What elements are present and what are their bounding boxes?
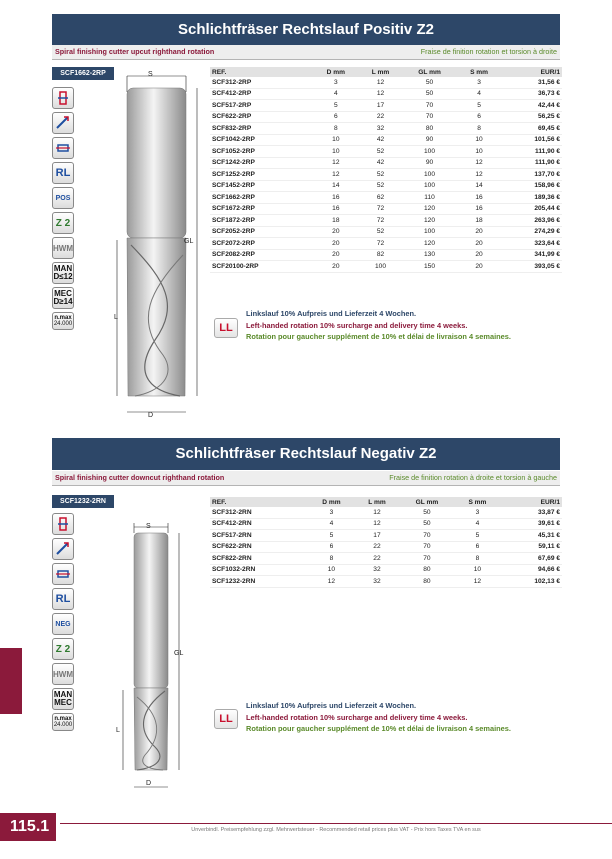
man-label: MAN bbox=[53, 690, 73, 699]
table-cell: 12 bbox=[313, 157, 359, 169]
table-cell: 12 bbox=[308, 576, 354, 588]
table-cell: 12 bbox=[457, 157, 502, 169]
section1-dim-gl: GL bbox=[184, 238, 194, 245]
note-fr: Rotation pour gaucher supplément de 10% et délai de livraison 4 semaines. bbox=[246, 332, 511, 341]
table-row bbox=[210, 226, 562, 238]
table-cell: 69,45 € bbox=[501, 123, 562, 135]
table-cell: 70 bbox=[399, 530, 454, 542]
section1-dim-l: L bbox=[114, 314, 118, 321]
table-cell: 16 bbox=[457, 192, 502, 204]
table-row bbox=[210, 576, 562, 588]
nmax-label: n.max bbox=[54, 315, 72, 321]
column-header: S mm bbox=[457, 67, 502, 77]
table-cell: 70 bbox=[399, 541, 454, 553]
table-cell: SCF312-2RN bbox=[210, 507, 308, 518]
table-row bbox=[210, 530, 562, 542]
table-cell: SCF1452-2RP bbox=[210, 180, 313, 192]
table-cell: 6 bbox=[313, 111, 359, 123]
table-cell: 45,31 € bbox=[500, 530, 562, 542]
table-cell: SCF412-2RP bbox=[210, 88, 313, 100]
table-cell: SCF622-2RN bbox=[210, 541, 308, 553]
table-cell: 100 bbox=[402, 169, 456, 181]
man-icon bbox=[52, 262, 74, 284]
note-en: Left-handed rotation 10% surcharge and delivery time 4 weeks. bbox=[246, 712, 468, 722]
table-row bbox=[210, 77, 562, 88]
section1-dim-d: D bbox=[148, 412, 154, 419]
table-row bbox=[210, 541, 562, 553]
table-cell: 72 bbox=[359, 203, 403, 215]
hwm-icon: HWM bbox=[52, 663, 74, 685]
cutting-direction-icon bbox=[52, 112, 74, 134]
page-number: 115.1 bbox=[0, 813, 56, 841]
section1-icon-column bbox=[52, 87, 76, 333]
note-fr: Rotation pour gaucher supplément de 10% et délai de livraison 4 semaines. bbox=[246, 724, 511, 733]
table-row bbox=[210, 88, 562, 100]
table-cell: 6 bbox=[455, 541, 501, 553]
table-cell: 189,36 € bbox=[501, 192, 562, 204]
table-row bbox=[210, 518, 562, 530]
section2-code-badge: SCF1232-2RN bbox=[52, 495, 114, 508]
table-cell: 16 bbox=[457, 203, 502, 215]
table-cell: SCF1242-2RP bbox=[210, 157, 313, 169]
table-cell: SCF822-2RN bbox=[210, 553, 308, 565]
table-cell: 4 bbox=[457, 88, 502, 100]
table-cell: 8 bbox=[313, 123, 359, 135]
table-cell: 120 bbox=[402, 203, 456, 215]
table-cell: SCF312-2RP bbox=[210, 77, 313, 88]
table-cell: SCF622-2RP bbox=[210, 111, 313, 123]
nmax-icon bbox=[52, 312, 74, 330]
table-cell: 8 bbox=[455, 553, 501, 565]
table-cell: 32 bbox=[355, 564, 400, 576]
table-cell: SCF20100-2RP bbox=[210, 261, 313, 273]
table-row bbox=[210, 157, 562, 169]
table-cell: 100 bbox=[402, 226, 456, 238]
table-row bbox=[210, 134, 562, 146]
table-cell: SCF832-2RP bbox=[210, 123, 313, 135]
table-cell: 5 bbox=[308, 530, 354, 542]
table-cell: 20 bbox=[457, 238, 502, 250]
table-cell: 8 bbox=[457, 123, 502, 135]
table-cell: 12 bbox=[359, 77, 403, 88]
table-row bbox=[210, 261, 562, 273]
table-cell: 4 bbox=[308, 518, 354, 530]
section2-dim-l: L bbox=[116, 727, 120, 734]
table-cell: SCF2082-2RP bbox=[210, 249, 313, 261]
table-row bbox=[210, 553, 562, 565]
table-cell: 137,70 € bbox=[501, 169, 562, 181]
table-cell: 5 bbox=[457, 100, 502, 112]
mec-icon bbox=[52, 287, 74, 309]
table-row bbox=[210, 111, 562, 123]
section2-price-table bbox=[210, 497, 562, 588]
table-cell: 12 bbox=[313, 169, 359, 181]
table-cell: 393,05 € bbox=[501, 261, 562, 273]
table-cell: 22 bbox=[355, 553, 400, 565]
table-cell: 32 bbox=[359, 123, 403, 135]
table-cell: SCF412-2RN bbox=[210, 518, 308, 530]
section2-subtitle-fr: Fraise de finition rotation à droite et torsion à gauche bbox=[389, 473, 557, 482]
table-row bbox=[210, 123, 562, 135]
section1-code-badge: SCF1662-2RP bbox=[52, 67, 114, 80]
note-de: Linkslauf 10% Aufpreis und Lieferzeit 4 Wochen. bbox=[246, 701, 417, 710]
table-cell: 39,61 € bbox=[500, 518, 562, 530]
section1-subtitle-bar bbox=[52, 45, 560, 60]
column-header: EUR/1 bbox=[501, 67, 562, 77]
chapter-side-tab bbox=[0, 648, 22, 714]
table-cell: 111,90 € bbox=[501, 157, 562, 169]
column-header: L mm bbox=[359, 67, 403, 77]
table-cell: 263,96 € bbox=[501, 215, 562, 227]
mec-dia: D≥14 bbox=[53, 297, 73, 306]
table-row bbox=[210, 238, 562, 250]
mec-label: MEC bbox=[54, 698, 72, 707]
table-cell: 120 bbox=[402, 215, 456, 227]
table-cell: 70 bbox=[402, 100, 456, 112]
section1-note bbox=[246, 308, 511, 343]
table-cell: 10 bbox=[457, 146, 502, 158]
table-cell: 80 bbox=[399, 564, 454, 576]
section2-title: Schlichtfräser Rechtslauf Negativ Z2 bbox=[52, 438, 560, 470]
nmax-value: 24.000 bbox=[53, 722, 73, 728]
table-cell: 50 bbox=[402, 88, 456, 100]
feed-direction-icon bbox=[52, 137, 74, 159]
table-cell: 100 bbox=[359, 261, 403, 273]
column-header: REF. bbox=[210, 67, 313, 77]
table-cell: SCF1042-2RP bbox=[210, 134, 313, 146]
feed-direction-icon bbox=[52, 563, 74, 585]
table-cell: 59,11 € bbox=[500, 541, 562, 553]
section2-dim-gl: GL bbox=[174, 650, 184, 657]
table-row bbox=[210, 100, 562, 112]
table-cell: 20 bbox=[313, 238, 359, 250]
table-cell: 82 bbox=[359, 249, 403, 261]
note-de: Linkslauf 10% Aufpreis und Lieferzeit 4 Wochen. bbox=[246, 309, 417, 318]
man-dia: D≤12 bbox=[53, 272, 73, 281]
column-header: S mm bbox=[455, 497, 501, 507]
section2-subtitle-bar bbox=[52, 471, 560, 486]
mec-label: MEC bbox=[54, 289, 72, 298]
table-cell: 12 bbox=[457, 169, 502, 181]
note-en: Left-handed rotation 10% surcharge and delivery time 4 weeks. bbox=[246, 320, 468, 330]
table-cell: 3 bbox=[457, 77, 502, 88]
table-cell: 100 bbox=[402, 146, 456, 158]
table-cell: SCF1872-2RP bbox=[210, 215, 313, 227]
table-cell: 22 bbox=[355, 541, 400, 553]
table-row bbox=[210, 203, 562, 215]
table-cell: 120 bbox=[402, 238, 456, 250]
table-cell: 14 bbox=[457, 180, 502, 192]
table-cell: 62 bbox=[359, 192, 403, 204]
section1-subtitle-fr: Fraise de finition rotation et torsion à droite bbox=[420, 47, 557, 56]
table-cell: 5 bbox=[455, 530, 501, 542]
table-cell: 50 bbox=[402, 77, 456, 88]
table-cell: SCF1032-2RN bbox=[210, 564, 308, 576]
table-cell: 52 bbox=[359, 146, 403, 158]
section1-title: Schlichtfräser Rechtslauf Positiv Z2 bbox=[52, 14, 560, 46]
table-cell: 17 bbox=[359, 100, 403, 112]
cutting-direction-icon bbox=[52, 538, 74, 560]
table-cell: 3 bbox=[308, 507, 354, 518]
table-cell: 67,69 € bbox=[500, 553, 562, 565]
table-cell: 42 bbox=[359, 134, 403, 146]
table-row bbox=[210, 507, 562, 518]
table-cell: 12 bbox=[355, 518, 400, 530]
table-cell: 102,13 € bbox=[500, 576, 562, 588]
column-header: D mm bbox=[313, 67, 359, 77]
table-cell: 70 bbox=[399, 553, 454, 565]
table-cell: 22 bbox=[359, 111, 403, 123]
table-cell: 10 bbox=[455, 564, 501, 576]
column-header: GL mm bbox=[402, 67, 456, 77]
table-cell: 4 bbox=[313, 88, 359, 100]
table-cell: 90 bbox=[402, 157, 456, 169]
table-cell: 100 bbox=[402, 180, 456, 192]
table-cell: 20 bbox=[313, 261, 359, 273]
table-cell: 16 bbox=[313, 203, 359, 215]
table-row bbox=[210, 249, 562, 261]
table-cell: SCF1672-2RP bbox=[210, 203, 313, 215]
table-cell: 130 bbox=[402, 249, 456, 261]
table-cell: 36,73 € bbox=[501, 88, 562, 100]
section1-ll-icon: LL bbox=[214, 318, 238, 338]
table-cell: 6 bbox=[308, 541, 354, 553]
table-cell: 17 bbox=[355, 530, 400, 542]
table-cell: 6 bbox=[457, 111, 502, 123]
table-cell: 32 bbox=[355, 576, 400, 588]
table-cell: 10 bbox=[313, 146, 359, 158]
table-cell: 50 bbox=[399, 518, 454, 530]
table-cell: 10 bbox=[313, 134, 359, 146]
table-cell: 80 bbox=[399, 576, 454, 588]
table-cell: 111,90 € bbox=[501, 146, 562, 158]
table-cell: 3 bbox=[313, 77, 359, 88]
table-cell: 20 bbox=[457, 249, 502, 261]
footer-note: Unverbindl. Preisempfehlung zzgl. Mehrwertsteuer - Recommended retail prices plus VAT - Prix hors Taxes TVA en sus bbox=[60, 823, 612, 833]
table-cell: 52 bbox=[359, 180, 403, 192]
column-header: GL mm bbox=[399, 497, 454, 507]
table-row bbox=[210, 192, 562, 204]
nmax-label: n.max bbox=[54, 716, 72, 722]
column-header: REF. bbox=[210, 497, 308, 507]
rl-icon: RL bbox=[52, 588, 74, 610]
table-row bbox=[210, 180, 562, 192]
table-cell: 101,56 € bbox=[501, 134, 562, 146]
table-cell: SCF2072-2RP bbox=[210, 238, 313, 250]
table-row bbox=[210, 169, 562, 181]
table-cell: 12 bbox=[455, 576, 501, 588]
table-cell: 52 bbox=[359, 169, 403, 181]
clamping-icon bbox=[52, 513, 74, 535]
table-cell: 10 bbox=[308, 564, 354, 576]
nmax-icon bbox=[52, 713, 74, 731]
neg-icon: NEG bbox=[52, 613, 74, 635]
section1-price-table bbox=[210, 67, 562, 273]
section2-note bbox=[246, 700, 511, 735]
column-header: L mm bbox=[355, 497, 400, 507]
table-cell: 5 bbox=[313, 100, 359, 112]
table-cell: 31,56 € bbox=[501, 77, 562, 88]
table-cell: SCF1252-2RP bbox=[210, 169, 313, 181]
table-cell: 110 bbox=[402, 192, 456, 204]
section2-icon-column bbox=[52, 513, 76, 734]
table-row bbox=[210, 146, 562, 158]
table-cell: 33,87 € bbox=[500, 507, 562, 518]
table-cell: 20 bbox=[457, 226, 502, 238]
section2-dim-d: D bbox=[146, 780, 152, 787]
table-cell: 18 bbox=[313, 215, 359, 227]
table-cell: SCF1232-2RN bbox=[210, 576, 308, 588]
table-cell: SCF2052-2RP bbox=[210, 226, 313, 238]
table-cell: 3 bbox=[455, 507, 501, 518]
table-cell: 42 bbox=[359, 157, 403, 169]
section1-cutter-drawing bbox=[105, 70, 205, 430]
pos-icon: POS bbox=[52, 187, 74, 209]
table-cell: 150 bbox=[402, 261, 456, 273]
table-cell: 16 bbox=[313, 192, 359, 204]
table-cell: 18 bbox=[457, 215, 502, 227]
table-row bbox=[210, 215, 562, 227]
table-cell: 20 bbox=[457, 261, 502, 273]
section2-ll-icon: LL bbox=[214, 709, 238, 729]
table-cell: 205,44 € bbox=[501, 203, 562, 215]
section2-subtitle-en: Spiral finishing cutter downcut righthand rotation bbox=[55, 473, 225, 482]
table-cell: 20 bbox=[313, 249, 359, 261]
table-cell: SCF517-2RN bbox=[210, 530, 308, 542]
table-header-row bbox=[210, 497, 562, 507]
table-cell: SCF517-2RP bbox=[210, 100, 313, 112]
column-header: D mm bbox=[308, 497, 354, 507]
table-cell: 42,44 € bbox=[501, 100, 562, 112]
table-cell: 20 bbox=[313, 226, 359, 238]
table-cell: SCF1052-2RP bbox=[210, 146, 313, 158]
table-cell: 52 bbox=[359, 226, 403, 238]
table-cell: 94,66 € bbox=[500, 564, 562, 576]
hwm-icon: HWM bbox=[52, 237, 74, 259]
man-mec-icon bbox=[52, 688, 74, 710]
table-cell: 10 bbox=[457, 134, 502, 146]
table-row bbox=[210, 564, 562, 576]
table-cell: 72 bbox=[359, 215, 403, 227]
rl-icon: RL bbox=[52, 162, 74, 184]
table-cell: 8 bbox=[308, 553, 354, 565]
table-cell: 341,99 € bbox=[501, 249, 562, 261]
nmax-value: 24.000 bbox=[53, 321, 73, 327]
table-header-row bbox=[210, 67, 562, 77]
section1-subtitle-en: Spiral finishing cutter upcut righthand rotation bbox=[55, 47, 215, 56]
column-header: EUR/1 bbox=[500, 497, 562, 507]
table-cell: 70 bbox=[402, 111, 456, 123]
man-label: MAN bbox=[53, 264, 73, 273]
table-cell: 72 bbox=[359, 238, 403, 250]
table-cell: 274,29 € bbox=[501, 226, 562, 238]
table-cell: 12 bbox=[355, 507, 400, 518]
table-cell: 12 bbox=[359, 88, 403, 100]
section1-dim-s: S bbox=[148, 71, 153, 78]
table-cell: SCF1662-2RP bbox=[210, 192, 313, 204]
table-cell: 50 bbox=[399, 507, 454, 518]
table-cell: 80 bbox=[402, 123, 456, 135]
z2-icon: Z 2 bbox=[52, 638, 74, 660]
table-cell: 90 bbox=[402, 134, 456, 146]
clamping-icon bbox=[52, 87, 74, 109]
table-cell: 4 bbox=[455, 518, 501, 530]
table-cell: 56,25 € bbox=[501, 111, 562, 123]
z2-icon: Z 2 bbox=[52, 212, 74, 234]
section2-dim-s: S bbox=[146, 523, 151, 530]
table-cell: 158,96 € bbox=[501, 180, 562, 192]
table-cell: 323,64 € bbox=[501, 238, 562, 250]
table-cell: 14 bbox=[313, 180, 359, 192]
